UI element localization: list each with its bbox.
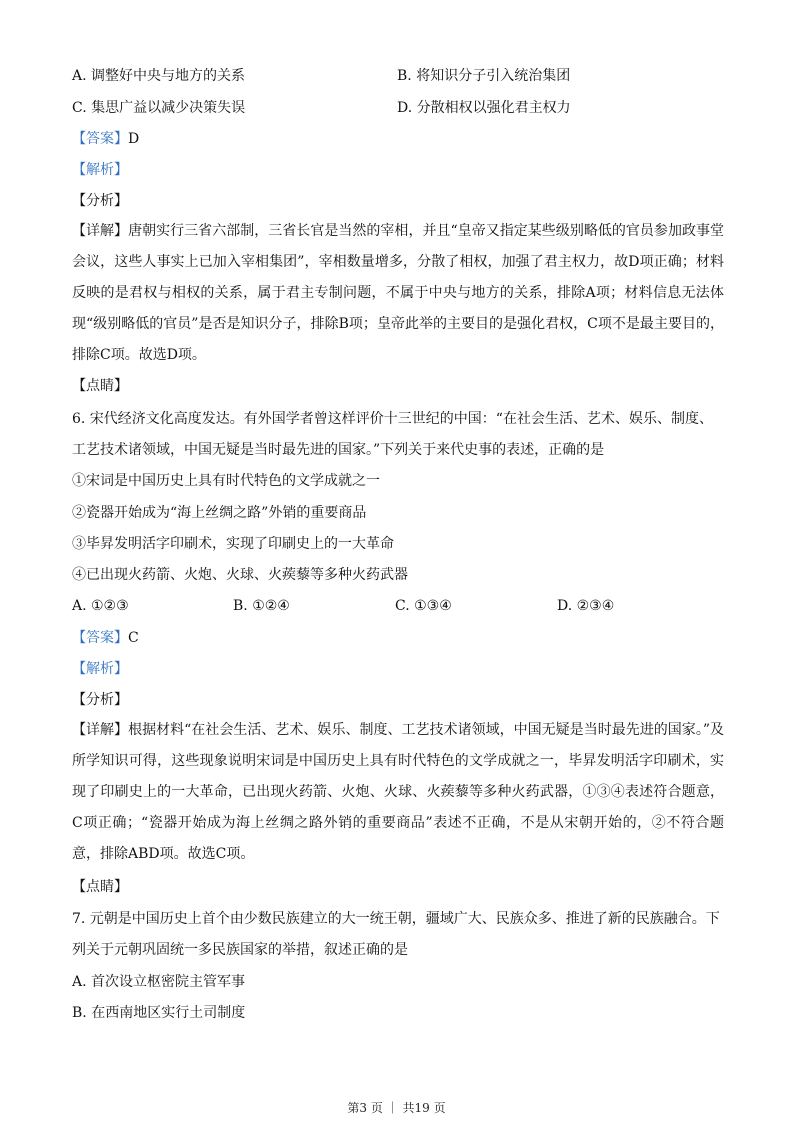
page-footer: 第3 页 ｜ 共19 页 [347, 1101, 446, 1115]
q6-answer [72, 628, 732, 648]
answer-tag: 【答案】 [72, 131, 128, 147]
q6-jiexi-tag: 【解析】 [72, 661, 128, 677]
q5-dianjing-tag: 【点睛】 [72, 378, 128, 394]
q6-dianjing-tag: 【点睛】 [72, 879, 128, 895]
q5-option-a: A. 调整好中央与地方的关系 [72, 68, 246, 84]
q5-jiexi-tag: 【解析】 [72, 162, 128, 178]
q7-option-b: B. 在西南地区实行土司制度 [72, 1005, 246, 1021]
q6-item-4: ④已出现火药箭、火炮、火球、火蒺藜等多种火药武器 [72, 567, 408, 583]
q5-option-d: D. 分散相权以强化君主权力 [397, 100, 571, 116]
q6-item-2: ②瓷器开始成为“海上丝绸之路”外销的重要商品 [72, 505, 367, 521]
q6-detail [72, 715, 724, 870]
answer-value: D [128, 131, 140, 147]
q6-item-3: ③毕昇发明活字印刷术，实现了印刷史上的一大革命 [72, 536, 394, 552]
q5-option-c: C. 集思广益以减少决策失误 [72, 100, 246, 116]
q6-option-a: A. ①②③ [72, 598, 129, 614]
q6-option-d: D. ②③④ [557, 598, 615, 614]
q6-option-c: C. ①③④ [395, 598, 452, 614]
q5-answer [72, 129, 732, 149]
q6-fenxi-tag: 【分析】 [72, 692, 128, 708]
q5-detail [72, 216, 724, 371]
answer-value: C [128, 630, 139, 646]
q6-item-1: ①宋词是中国历史上具有时代特色的文学成就之一 [72, 473, 380, 489]
answer-tag: 【答案】 [72, 630, 128, 646]
detail-tag: 【详解】 [72, 223, 129, 239]
q7-option-a: A. 首次设立枢密院主管军事 [72, 974, 246, 990]
q6-stem-line1: 6. 宋代经济文化高度发达。有外国学者曾这样评价十三世纪的中国：“在社会生活、艺术、娱乐、制度、 [72, 411, 713, 427]
q5-fenxi-tag: 【分析】 [72, 193, 128, 209]
q5-option-b: B. 将知识分子引入统治集团 [397, 68, 571, 84]
detail-text: 根据材料“在社会生活、艺术、娱乐、制度、工艺技术诸领域，中国无疑是当时最先进的国家。”及所学知识可得，这些现象说明宋词是中国历史上具有时代特色的文学成就之一，毕昇发明活字印刷术，实现了印刷史上的一大革命，已出现火药箭、火炮、火球、火蒺藜等多种火药武器，①③④表述符合题意，C项正确；“瓷器开始成为海上丝绸之路外销的重要商品”表述不正确，不是从宋朝开始的，②不符合题意，排除ABD项。故选C项。 [72, 722, 725, 862]
detail-text: 唐朝实行三省六部制，三省长官是当然的宰相，并且“皇帝又指定某些级别略低的官员参加政事堂会议，这些人事实上已加入宰相集团”，宰相数量增多，分散了相权，加强了君主权力，故D项正确；材料反映的是君权与相权的关系，属于君主专制问题，不属于中央与地方的关系，排除A项；材料信息无法体现“级别略低的官员”是否是知识分子，排除B项；皇帝此举的主要目的是强化君权，C项不是最主要目的，排除C项。故选D项。 [72, 223, 725, 363]
q6-option-b: B. ①②④ [233, 598, 290, 614]
q6-stem-line2: 工艺技术诸领域，中国无疑是当时最先进的国家。”下列关于来代史事的表述，正确的是 [72, 442, 605, 458]
detail-tag: 【详解】 [72, 722, 129, 738]
q7-stem-line2: 列关于元朝巩固统一多民族国家的举措，叙述正确的是 [72, 942, 408, 958]
q7-stem-line1: 7. 元朝是中国历史上首个由少数民族建立的大一统王朝，疆域广大、民族众多、推进了新的民族融合。下 [72, 911, 720, 927]
